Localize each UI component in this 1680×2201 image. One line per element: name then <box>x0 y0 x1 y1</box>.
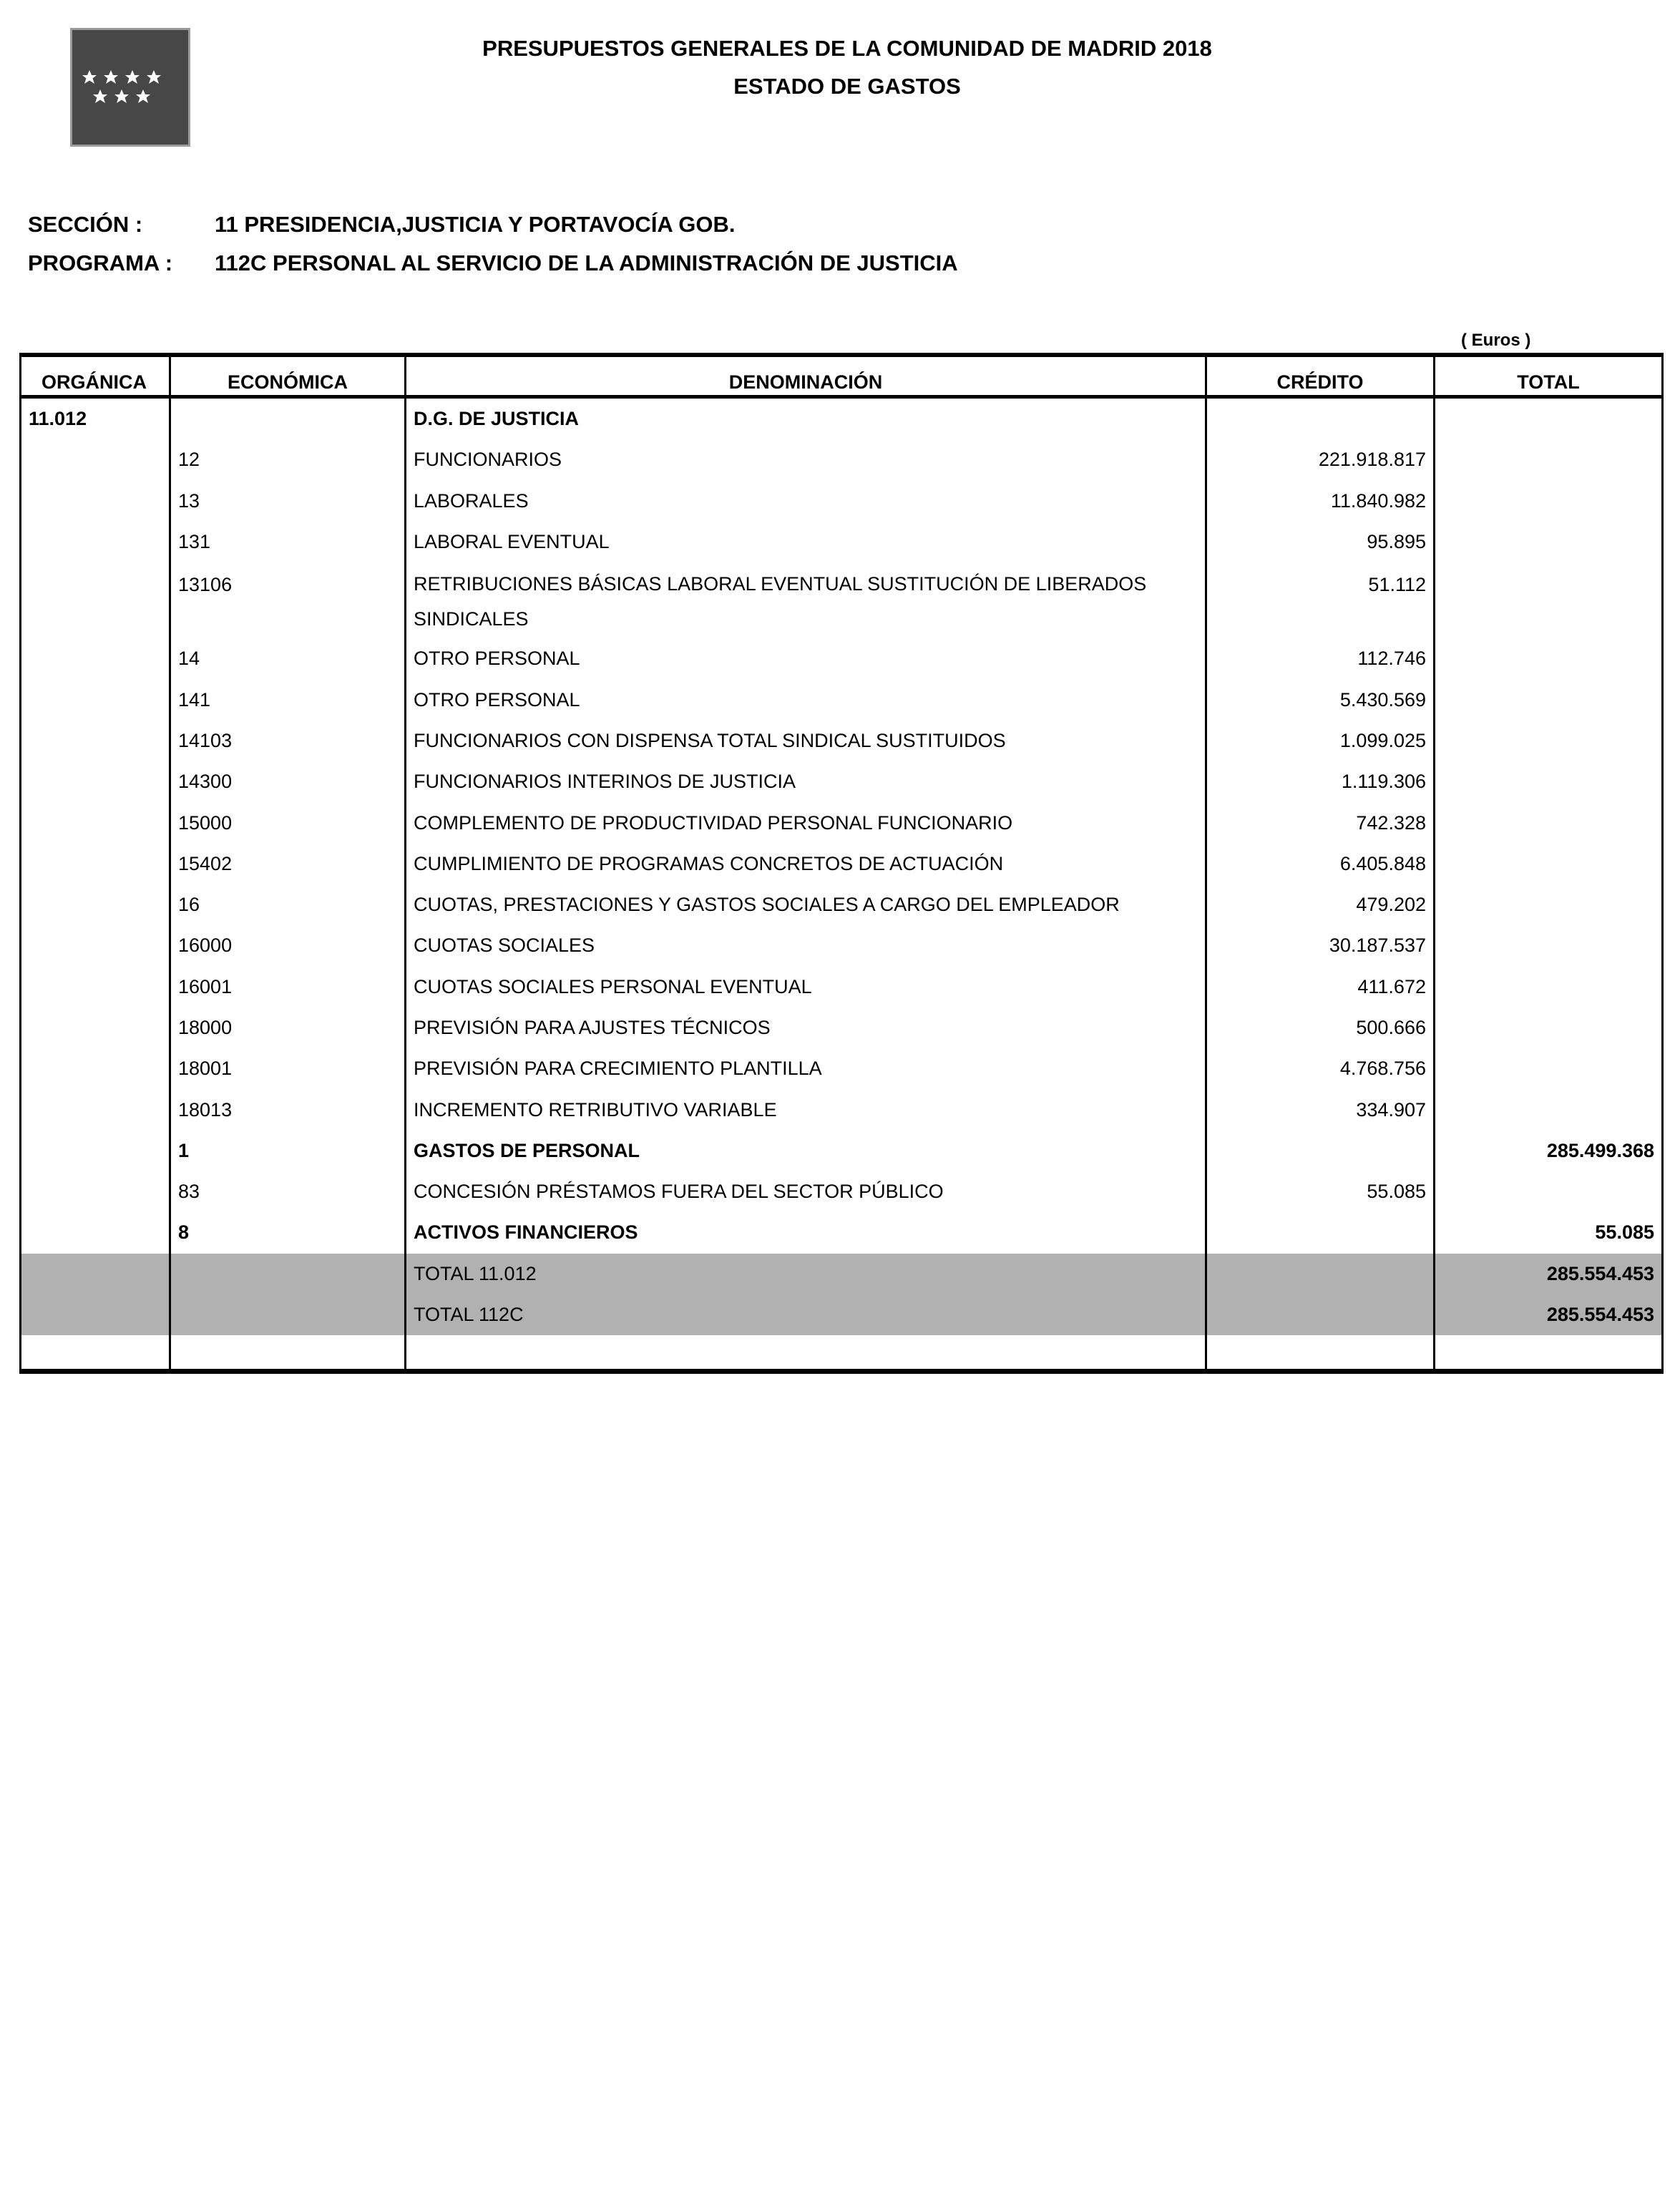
cell-total <box>1435 884 1661 925</box>
cell-credito: 411.672 <box>1207 967 1435 1007</box>
cell-total <box>1435 562 1661 638</box>
column-header-credito: CRÉDITO <box>1207 357 1435 395</box>
document-title: PRESUPUESTOS GENERALES DE LA COMUNIDAD DE MADRID 2018 <box>482 36 1212 61</box>
seccion-label: SECCIÓN : <box>28 212 143 237</box>
budget-table <box>19 353 1664 1374</box>
cell-total: 285.499.368 <box>1546 1139 1654 1161</box>
cell-denominacion: GASTOS DE PERSONAL <box>406 1131 1207 1171</box>
total-amount: 285.554.453 <box>1546 1304 1654 1326</box>
cell-credito: 51.112 <box>1207 562 1435 638</box>
cell-organica <box>21 884 171 925</box>
table-row <box>21 967 1661 1007</box>
units-label: ( Euros ) <box>1461 331 1531 350</box>
cell-economica: 18013 <box>171 1089 406 1130</box>
column-header-organica: ORGÁNICA <box>21 357 171 395</box>
empty-cell <box>21 1294 171 1335</box>
table-row <box>21 925 1661 966</box>
cell-organica <box>21 1089 171 1130</box>
cell-total <box>1435 844 1661 884</box>
cell-credito: 500.666 <box>1207 1007 1435 1048</box>
programa-value: 112C PERSONAL AL SERVICIO DE LA ADMINISTRACIÓN DE JUSTICIA <box>215 250 958 275</box>
table-row <box>21 802 1661 843</box>
table-row <box>21 1212 1661 1253</box>
cell-organica <box>21 562 171 638</box>
cell-organica <box>21 1007 171 1048</box>
cell-denominacion: FUNCIONARIOS CON DISPENSA TOTAL SINDICAL SUSTITUIDOS <box>406 721 1207 761</box>
programa-label: PROGRAMA : <box>28 250 173 275</box>
cell-total <box>1435 761 1661 802</box>
cell-total <box>1435 439 1661 480</box>
cell-economica: 13 <box>171 481 406 522</box>
cell-organica <box>21 679 171 720</box>
empty-row <box>21 1335 1661 1369</box>
cell-denominacion: FUNCIONARIOS <box>406 439 1207 480</box>
column-header-economica: ECONÓMICA <box>171 357 406 395</box>
cell-total <box>1435 967 1661 1007</box>
cell-credito: 4.768.756 <box>1207 1048 1435 1089</box>
cell-total <box>1435 1089 1661 1130</box>
cell-credito: 221.918.817 <box>1207 439 1435 480</box>
cell-total <box>1435 1048 1661 1089</box>
cell-denominacion: PREVISIÓN PARA AJUSTES TÉCNICOS <box>406 1007 1207 1048</box>
cell-denominacion: FUNCIONARIOS INTERINOS DE JUSTICIA <box>406 761 1207 802</box>
cell-economica: 1 <box>171 1131 406 1171</box>
cell-credito: 55.085 <box>1207 1171 1435 1212</box>
empty-cell <box>171 1335 406 1369</box>
cell-economica: 16000 <box>171 925 406 966</box>
total-label: TOTAL 11.012 <box>406 1254 1207 1294</box>
table-row <box>21 439 1661 480</box>
cell-economica: 15402 <box>171 844 406 884</box>
table-row <box>21 844 1661 884</box>
seccion-line <box>28 212 736 238</box>
cell-total <box>1435 679 1661 720</box>
cell-denominacion: RETRIBUCIONES BÁSICAS LABORAL EVENTUAL SUSTITUCIÓN DE LIBERADOS SINDICALES <box>406 562 1207 638</box>
cell-credito: 112.746 <box>1207 638 1435 679</box>
cell-denominacion: OTRO PERSONAL <box>406 679 1207 720</box>
empty-cell <box>1435 1335 1661 1369</box>
cell-organica <box>21 1171 171 1212</box>
total-label: TOTAL 112C <box>406 1294 1207 1335</box>
cell-organica <box>21 925 171 966</box>
cell-denominacion: CUOTAS, PRESTACIONES Y GASTOS SOCIALES A CARGO DEL EMPLEADOR <box>406 884 1207 925</box>
table-row <box>21 638 1661 679</box>
cell-total <box>1435 638 1661 679</box>
empty-cell <box>21 1254 171 1294</box>
cell-organica <box>21 761 171 802</box>
empty-cell <box>21 1335 171 1369</box>
table-row <box>21 1007 1661 1048</box>
table-row <box>21 1048 1661 1089</box>
cell-economica: 141 <box>171 679 406 720</box>
cell-organica <box>21 481 171 522</box>
cell-credito <box>1207 399 1435 439</box>
cell-economica <box>171 399 406 439</box>
cell-total <box>1435 399 1661 439</box>
cell-credito: 742.328 <box>1207 802 1435 843</box>
cell-economica: 18000 <box>171 1007 406 1048</box>
column-header-total: TOTAL <box>1517 371 1580 393</box>
cell-credito: 5.430.569 <box>1207 679 1435 720</box>
cell-denominacion: OTRO PERSONAL <box>406 638 1207 679</box>
cell-organica <box>21 638 171 679</box>
cell-economica: 12 <box>171 439 406 480</box>
total-amount: 285.554.453 <box>1546 1262 1654 1284</box>
table-row <box>21 481 1661 522</box>
table-row <box>21 721 1661 761</box>
cell-economica: 13106 <box>171 562 406 638</box>
empty-cell <box>1207 1335 1435 1369</box>
table-row <box>21 679 1661 720</box>
cell-total <box>1435 1007 1661 1048</box>
cell-organica <box>21 522 171 562</box>
table-row <box>21 399 1661 439</box>
cell-economica: 16001 <box>171 967 406 1007</box>
cell-economica: 15000 <box>171 802 406 843</box>
cell-total <box>1435 925 1661 966</box>
cell-organica <box>21 844 171 884</box>
cell-economica: 131 <box>171 522 406 562</box>
cell-economica: 14 <box>171 638 406 679</box>
cell-organica <box>21 721 171 761</box>
document-subtitle: ESTADO DE GASTOS <box>733 74 961 99</box>
cell-total <box>1435 1171 1661 1212</box>
cell-credito: 334.907 <box>1207 1089 1435 1130</box>
cell-organica: 11.012 <box>21 399 171 439</box>
cell-organica <box>21 439 171 480</box>
cell-economica: 8 <box>171 1212 406 1253</box>
cell-denominacion: PREVISIÓN PARA CRECIMIENTO PLANTILLA <box>406 1048 1207 1089</box>
table-row <box>21 1171 1661 1212</box>
cell-economica: 18001 <box>171 1048 406 1089</box>
table-row <box>21 761 1661 802</box>
cell-credito: 30.187.537 <box>1207 925 1435 966</box>
cell-economica: 14103 <box>171 721 406 761</box>
cell-economica: 14300 <box>171 761 406 802</box>
table-header <box>21 357 1661 399</box>
column-header-denominacion: DENOMINACIÓN <box>406 357 1207 395</box>
cell-denominacion: COMPLEMENTO DE PRODUCTIVIDAD PERSONAL FUNCIONARIO <box>406 802 1207 843</box>
total-row <box>21 1294 1661 1335</box>
table-row <box>21 562 1661 638</box>
cell-organica <box>21 1131 171 1171</box>
table-row <box>21 884 1661 925</box>
table-row <box>21 1089 1661 1130</box>
cell-credito: 1.119.306 <box>1207 761 1435 802</box>
cell-total: 55.085 <box>1595 1221 1654 1244</box>
cell-credito <box>1207 1212 1435 1253</box>
cell-organica <box>21 967 171 1007</box>
cell-organica <box>21 1048 171 1089</box>
empty-cell <box>406 1335 1207 1369</box>
cell-credito: 11.840.982 <box>1207 481 1435 522</box>
empty-cell <box>171 1294 406 1335</box>
cell-denominacion: LABORALES <box>406 481 1207 522</box>
cell-total <box>1435 721 1661 761</box>
cell-economica: 16 <box>171 884 406 925</box>
cell-total <box>1435 522 1661 562</box>
cell-denominacion: LABORAL EVENTUAL <box>406 522 1207 562</box>
cell-denominacion: ACTIVOS FINANCIEROS <box>406 1212 1207 1253</box>
table-row <box>21 1131 1661 1171</box>
empty-cell <box>1207 1254 1435 1294</box>
cell-total <box>1435 802 1661 843</box>
cell-organica <box>21 1212 171 1253</box>
cell-denominacion: D.G. DE JUSTICIA <box>406 399 1207 439</box>
cell-economica: 83 <box>171 1171 406 1212</box>
cell-denominacion: INCREMENTO RETRIBUTIVO VARIABLE <box>406 1089 1207 1130</box>
cell-denominacion: CUMPLIMIENTO DE PROGRAMAS CONCRETOS DE ACTUACIÓN <box>406 844 1207 884</box>
programa-line <box>28 250 958 276</box>
table-row <box>21 522 1661 562</box>
cell-denominacion: CUOTAS SOCIALES PERSONAL EVENTUAL <box>406 967 1207 1007</box>
empty-cell <box>171 1254 406 1294</box>
cell-credito: 6.405.848 <box>1207 844 1435 884</box>
total-row <box>21 1254 1661 1294</box>
seccion-value: 11 PRESIDENCIA,JUSTICIA Y PORTAVOCÍA GOB. <box>215 212 736 237</box>
cell-denominacion: CUOTAS SOCIALES <box>406 925 1207 966</box>
cell-organica <box>21 802 171 843</box>
cell-credito: 95.895 <box>1207 522 1435 562</box>
cell-credito <box>1207 1131 1435 1171</box>
cell-denominacion: CONCESIÓN PRÉSTAMOS FUERA DEL SECTOR PÚBLICO <box>406 1171 1207 1212</box>
cell-credito: 1.099.025 <box>1207 721 1435 761</box>
cell-total <box>1435 481 1661 522</box>
cell-credito: 479.202 <box>1207 884 1435 925</box>
empty-cell <box>1207 1294 1435 1335</box>
